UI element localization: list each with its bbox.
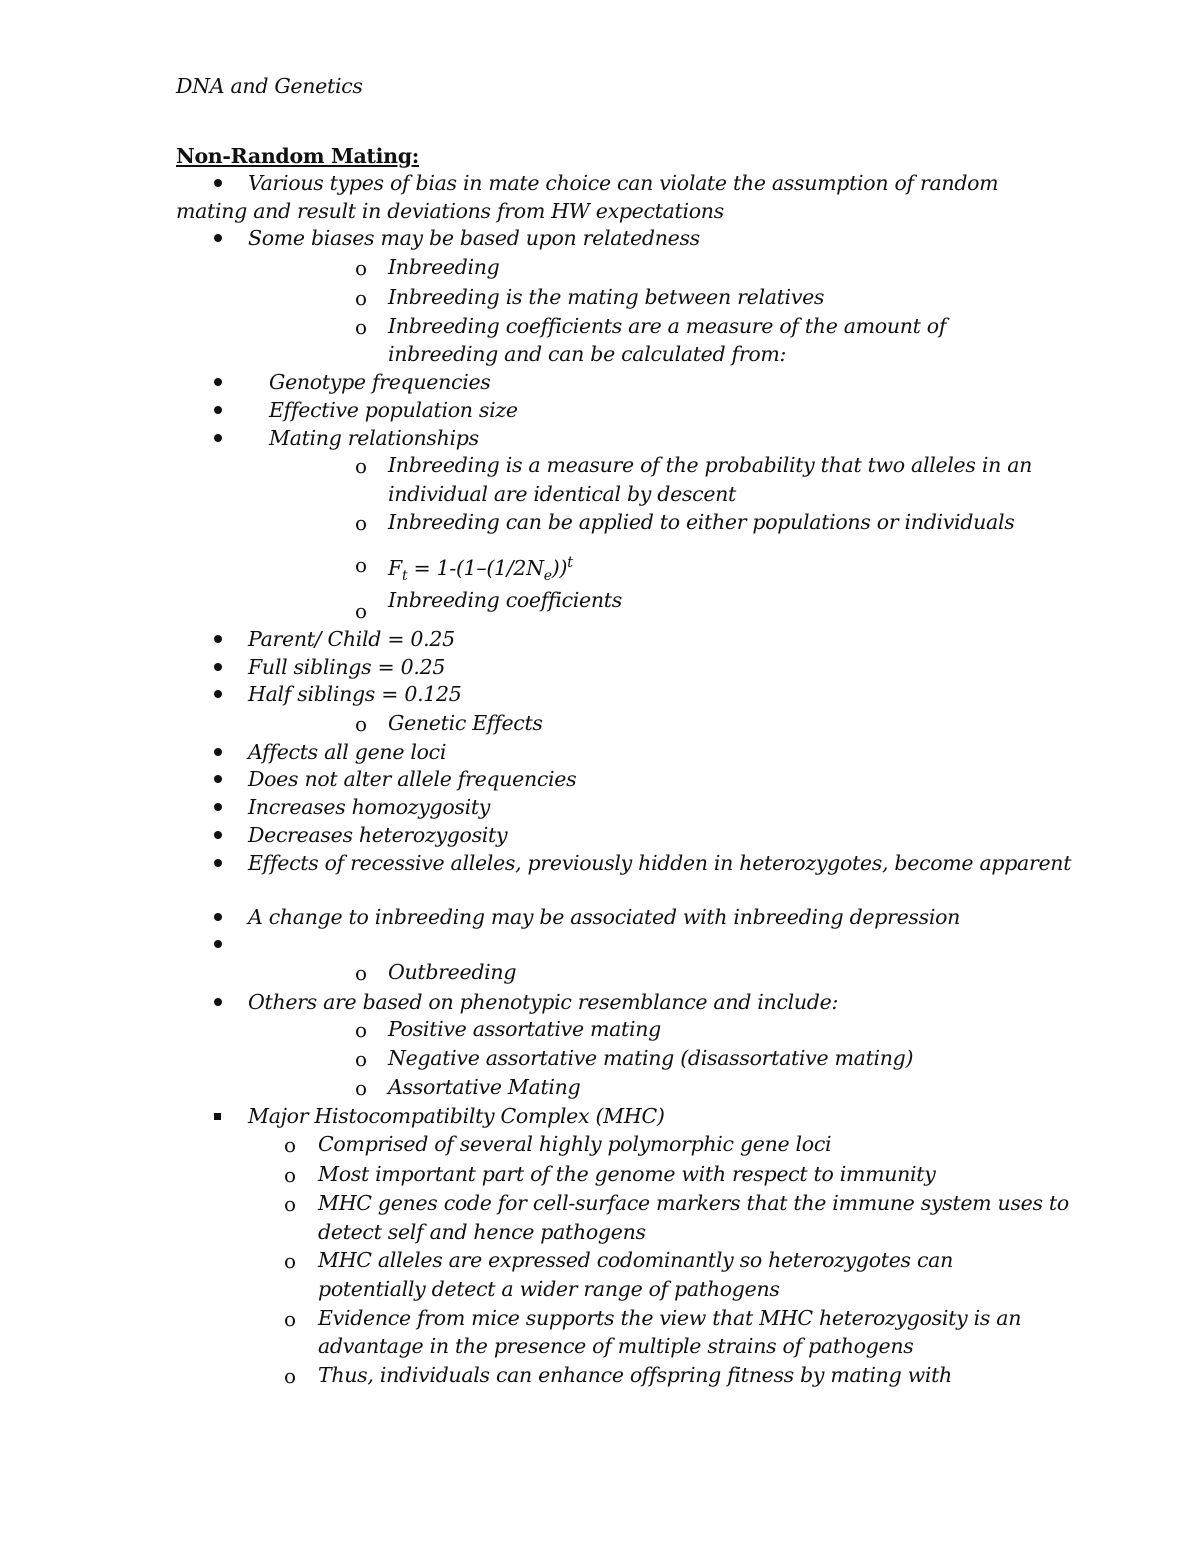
list-item-coeff-line1: Inbreeding coefficients are a measure of the amount of bbox=[388, 314, 947, 338]
list-item-not-alter: Does not alter allele frequencies bbox=[248, 767, 577, 791]
bullet-icon bbox=[214, 434, 222, 442]
circle-bullet-icon: o bbox=[355, 511, 368, 535]
bullet-icon bbox=[214, 635, 222, 643]
bullet-icon bbox=[214, 378, 222, 386]
list-item-coeff-line2: inbreeding and can be calculated from: bbox=[388, 342, 787, 366]
list-item-codominant-line1: MHC alleles are expressed codominantly so heterozygotes can bbox=[318, 1248, 953, 1272]
list-item-coefficients: Inbreeding coefficients bbox=[388, 588, 622, 612]
list-item-half-sib: Half siblings = 0.125 bbox=[248, 682, 462, 706]
list-item-mating-rel: Mating relationships bbox=[269, 426, 479, 450]
list-item-genetic-effects: Genetic Effects bbox=[388, 711, 543, 735]
list-item-increases: Increases homozygosity bbox=[248, 795, 491, 819]
list-item-recessive: Effects of recessive alleles, previously hidden in heterozygotes, become apparent bbox=[248, 851, 1072, 875]
list-item-relatedness: Some biases may be based upon relatedness bbox=[248, 226, 700, 250]
circle-bullet-icon: o bbox=[355, 286, 368, 310]
circle-bullet-icon: o bbox=[355, 1018, 368, 1042]
list-item-decreases: Decreases heterozygosity bbox=[248, 823, 508, 847]
bullet-icon bbox=[214, 406, 222, 414]
list-item-most-important: Most important part of the genome with respect to immunity bbox=[318, 1162, 936, 1186]
bullet-icon bbox=[214, 803, 222, 811]
list-item-mhc-genes-line1: MHC genes code for cell-surface markers that the immune system uses to bbox=[318, 1191, 1069, 1215]
circle-bullet-icon: o bbox=[355, 256, 368, 280]
list-item-inbreeding-def: Inbreeding is the mating between relatives bbox=[388, 285, 825, 309]
intro-text-line1: Various types of bias in mate choice can violate the assumption of random bbox=[248, 171, 999, 195]
bullet-icon bbox=[214, 234, 222, 242]
circle-bullet-icon: o bbox=[355, 1047, 368, 1071]
list-item-positive: Positive assortative mating bbox=[388, 1017, 661, 1041]
bullet-icon bbox=[214, 690, 222, 698]
bullet-icon bbox=[214, 998, 222, 1006]
list-item-negative: Negative assortative mating (disassortative mating) bbox=[388, 1046, 914, 1070]
circle-bullet-icon: o bbox=[355, 961, 368, 985]
circle-bullet-icon: o bbox=[355, 1076, 368, 1100]
list-item-inbreeding: Inbreeding bbox=[388, 255, 500, 279]
bullet-icon bbox=[214, 913, 222, 921]
list-item-genotype: Genotype frequencies bbox=[269, 370, 491, 394]
bullet-icon bbox=[214, 748, 222, 756]
list-item-depression: A change to inbreeding may be associated with inbreeding depression bbox=[248, 905, 961, 929]
list-item-parent-child: Parent/ Child = 0.25 bbox=[248, 627, 455, 651]
list-item-assortative: Assortative Mating bbox=[388, 1075, 581, 1099]
square-bullet-icon bbox=[214, 1113, 221, 1120]
list-item-mhc-genes-line2: detect self and hence pathogens bbox=[318, 1220, 646, 1244]
list-item-thus: Thus, individuals can enhance offspring fitness by mating with bbox=[318, 1363, 952, 1387]
circle-bullet-icon: o bbox=[355, 599, 368, 623]
circle-bullet-icon: o bbox=[284, 1307, 297, 1331]
list-item-comprised: Comprised of several highly polymorphic gene loci bbox=[318, 1132, 832, 1156]
list-item-affects-all: Affects all gene loci bbox=[248, 740, 447, 764]
list-item-mice-line2: advantage in the presence of multiple strains of pathogens bbox=[318, 1334, 914, 1358]
bullet-icon bbox=[214, 940, 222, 948]
list-item-prob-line1: Inbreeding is a measure of the probability that two alleles in an bbox=[388, 453, 1033, 477]
bullet-icon bbox=[214, 775, 222, 783]
intro-text-line2: mating and result in deviations from HW expectations bbox=[176, 199, 724, 223]
circle-bullet-icon: o bbox=[284, 1133, 297, 1157]
list-item-full-sib: Full siblings = 0.25 bbox=[248, 655, 446, 679]
list-item-effective: Effective population size bbox=[269, 398, 518, 422]
list-item-applied: Inbreeding can be applied to either populations or individuals bbox=[388, 510, 1015, 534]
list-item-prob-line2: individual are identical by descent bbox=[388, 482, 737, 506]
list-item-mhc: Major Histocompatibilty Complex (MHC) bbox=[248, 1104, 665, 1128]
circle-bullet-icon: o bbox=[355, 712, 368, 736]
bullet-icon bbox=[214, 179, 222, 187]
circle-bullet-icon: o bbox=[284, 1364, 297, 1388]
circle-bullet-icon: o bbox=[355, 315, 368, 339]
circle-bullet-icon: o bbox=[284, 1249, 297, 1273]
inbreeding-formula: $F_t = 1-(1-(1/2N_e))^t$ bbox=[388, 553, 573, 584]
circle-bullet-icon: o bbox=[284, 1163, 297, 1187]
section-heading: Non-Random Mating: bbox=[176, 144, 419, 168]
circle-bullet-icon: o bbox=[284, 1192, 297, 1216]
bullet-icon bbox=[214, 831, 222, 839]
list-item-codominant-line2: potentially detect a wider range of pathogens bbox=[318, 1277, 780, 1301]
circle-bullet-icon: o bbox=[355, 454, 368, 478]
circle-bullet-icon: o bbox=[355, 553, 368, 577]
bullet-icon bbox=[214, 859, 222, 867]
list-item-mice-line1: Evidence from mice supports the view that MHC heterozygosity is an bbox=[318, 1306, 1022, 1330]
document-title: DNA and Genetics bbox=[176, 74, 363, 98]
list-item-outbreeding: Outbreeding bbox=[388, 960, 517, 984]
bullet-icon bbox=[214, 663, 222, 671]
list-item-phenotypic: Others are based on phenotypic resemblance and include: bbox=[248, 990, 839, 1014]
